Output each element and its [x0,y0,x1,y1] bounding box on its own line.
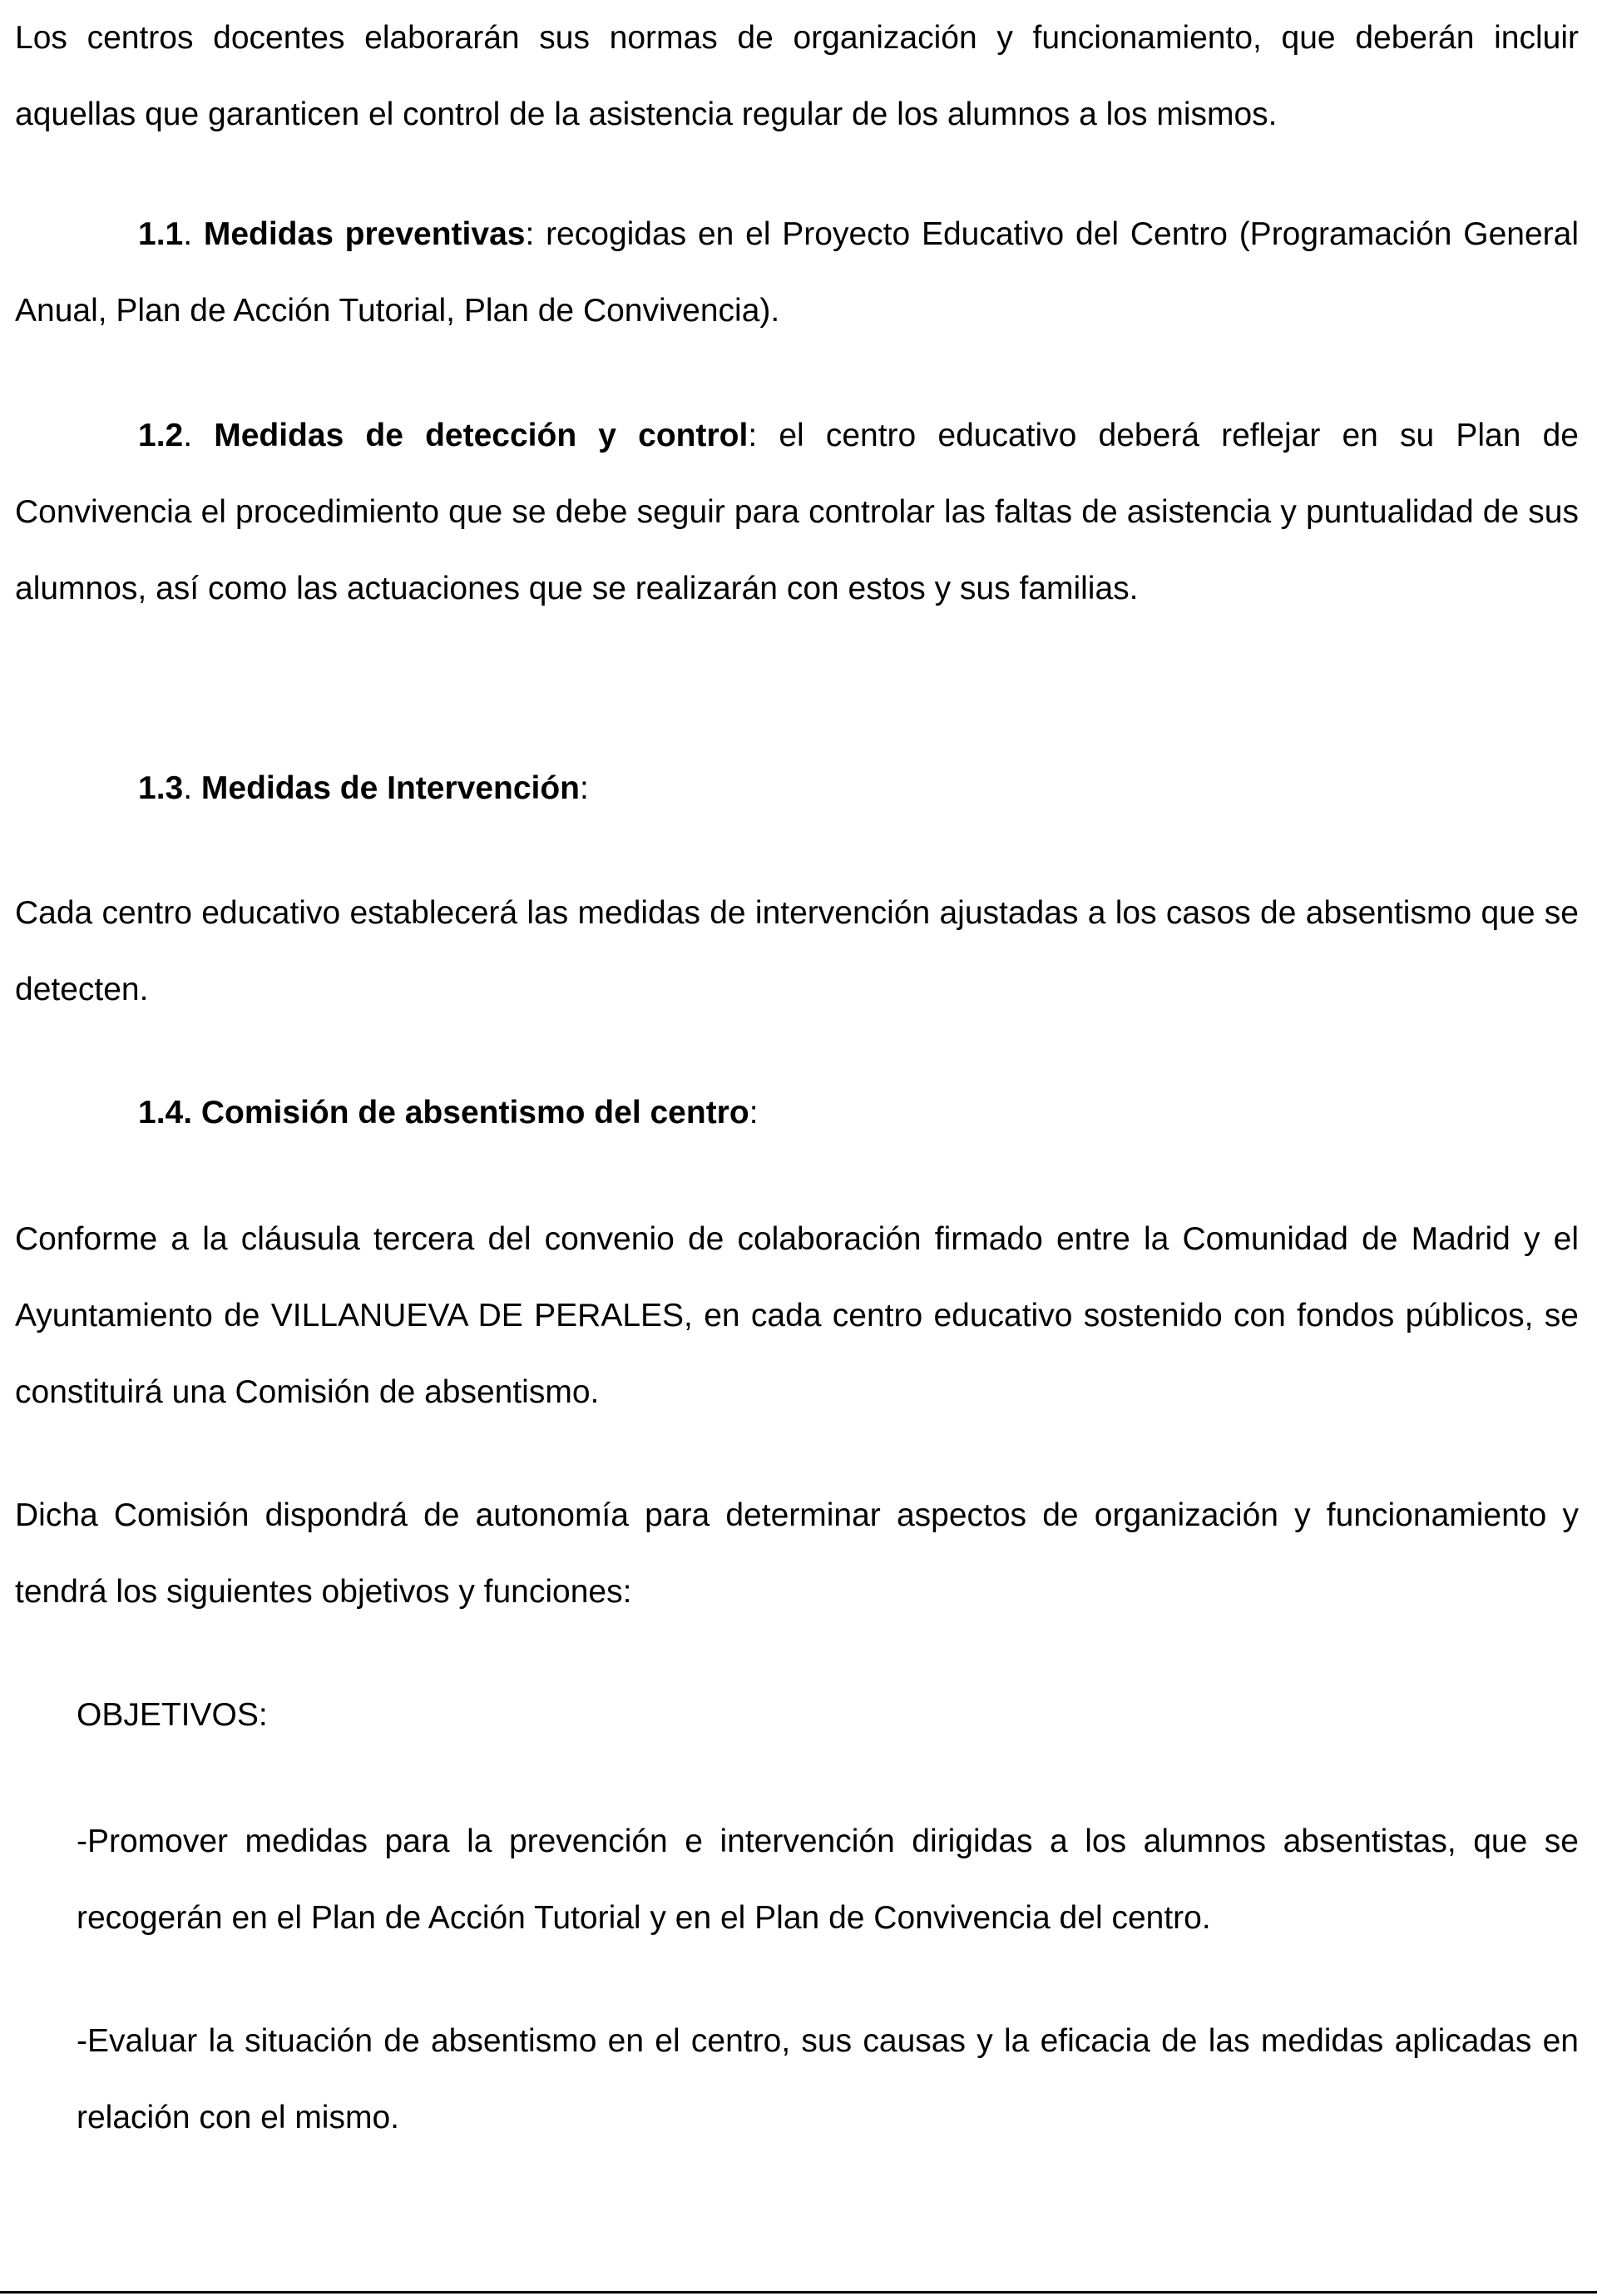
objectives-heading: OBJETIVOS: [77,1697,268,1733]
section-number: 1.2 [138,418,184,453]
section-title: Medidas de Intervención [200,770,580,806]
section-title: Medidas preventivas [203,216,526,252]
objective-item: -Promover medidas para la prevención e intervención dirigidas a los alumnos absentistas, que se recogerán en el Plan de Acción Tutorial y en el Plan de Convivencia del centro. [77,1823,1579,1936]
intro-paragraph: Los centros docentes elaborarán sus normas de organización y funcionamiento, que deberán incluir aquellas que garanticen el control de la asistencia regular de los alumnos a los mismos. [15,20,1579,132]
section-1-3-heading: 1.3. Medidas de Intervención: [138,770,589,806]
section-text: : el centro educativo deberá reflejar en su Plan de Convivencia el procedimiento que se debe seguir para controlar las faltas de asistencia y puntualidad de sus alumnos, así como las actuaciones que se realizarán con estos y sus familias. [15,418,1579,606]
section-number: 1.1 [138,216,184,252]
objective-item: -Evaluar la situación de absentismo en el centro, sus causas y la eficacia de las medidas aplicadas en relación con el mismo. [77,2023,1579,2135]
footer-divider [0,2291,1597,2294]
section-text: : recogidas en el Proyecto Educativo del Centro (Programación General Anual, Plan de Acción Tutorial, Plan de Convivencia). [15,216,1579,329]
section-title: 1.4. Comisión de absentismo del centro [138,1095,749,1131]
section-1-4-heading [15,1075,1579,1151]
heading-colon: : [749,1095,759,1131]
section-number: 1.3 [138,770,184,806]
section-1-1-paragraph: 1.1. Medidas preventivas: recogidas en el Proyecto Educativo del Centro (Programación General Anual, Plan de Acción Tutorial, Plan de Convivencia). [15,216,1579,329]
heading-colon: : [580,770,589,806]
section-title: Medidas de detección y control [214,418,749,453]
section-1-2-paragraph: 1.2. Medidas de detección y control: el centro educativo deberá reflejar en su Plan de Convivencia el procedimiento que se debe seguir para controlar las faltas de asistencia y puntualidad de sus alumnos, así como las actuaciones que se realizarán con estos y sus familias. [15,418,1579,606]
section-1-4-paragraph-2: Dicha Comisión dispondrá de autonomía para determinar aspectos de organización y funcionamiento y tendrá los siguientes objetivos y funciones: [15,1497,1579,1610]
section-1-4-paragraph-1: Conforme a la cláusula tercera del convenio de colaboración firmado entre la Comunidad de Madrid y el Ayuntamiento de VILLANUEVA DE PERALES, en cada centro educativo sostenido con fondos públicos, se constituirá una Comisión de absentismo. [15,1221,1579,1410]
section-1-3-paragraph: Cada centro educativo establecerá las medidas de intervención ajustadas a los casos de absentismo que se detecten. [15,895,1579,1007]
